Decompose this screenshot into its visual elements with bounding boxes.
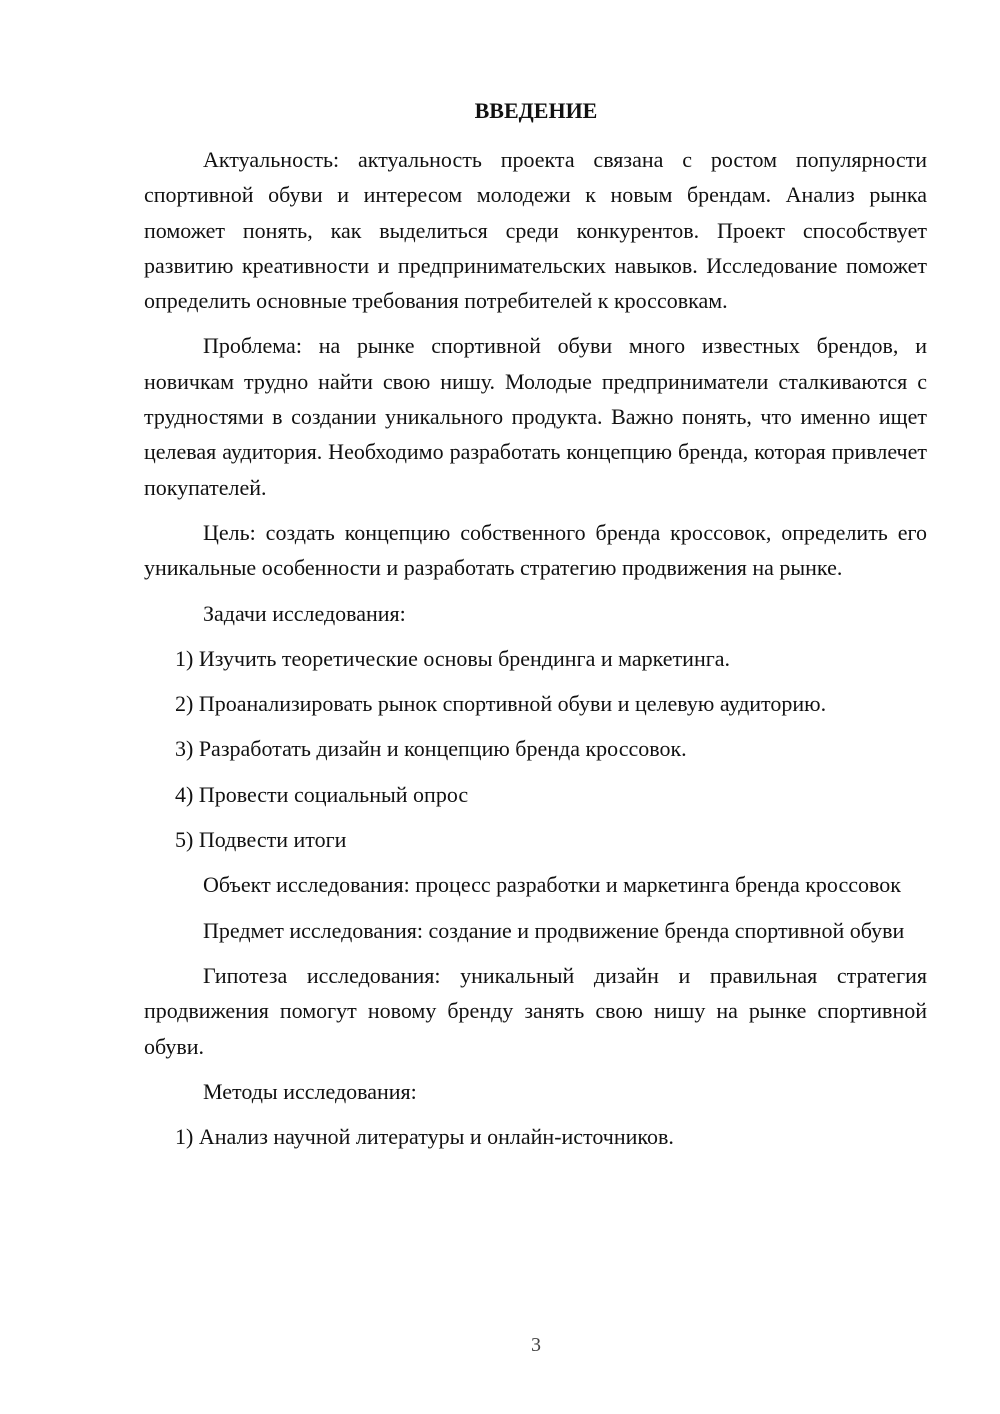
list-item: 2) Проанализировать рынок спортивной обуви и целевую аудиторию. bbox=[175, 691, 827, 717]
methods-list bbox=[144, 1119, 927, 1154]
methods-heading: Методы исследования: bbox=[203, 1078, 417, 1104]
problem-paragraph: Проблема: на рынке спортивной обуви много известных брендов, и новичкам трудно найти свою нишу. Молодые предприниматели сталкиваются с трудностями в создании уникального продукта. Важно понять, что именно ищет целевая аудитория. Необходимо разработать концепцию бренда, которая привлечет покупателей. bbox=[144, 333, 927, 500]
list-item: 1) Анализ научной литературы и онлайн-источников. bbox=[175, 1124, 674, 1150]
goal-paragraph: Цель: создать концепцию собственного бренда кроссовок, определить его уникальные особенности и разработать стратегию продвижения на рынке. bbox=[144, 519, 927, 581]
relevance-paragraph: Актуальность: актуальность проекта связана с ростом популярности спортивной обуви и интересом молодежи к новым брендам. Анализ рынка поможет понять, как выделиться среди конкурентов. Проект способствует развитию креативности и предпринимательских навыков. Исследование поможет определить основные требования потребителей к кроссовкам. bbox=[144, 147, 927, 314]
tasks-heading: Задачи исследования: bbox=[203, 600, 406, 626]
list-item: 5) Подвести итоги bbox=[175, 827, 347, 853]
list-item: 4) Провести социальный опрос bbox=[175, 781, 469, 807]
body-text bbox=[144, 142, 927, 1164]
list-item: 3) Разработать дизайн и концепцию бренда кроссовок. bbox=[175, 736, 687, 762]
list-item: 1) Изучить теоретические основы брендинга и маркетинга. bbox=[175, 645, 731, 671]
section-heading: ВВЕДЕНИЕ bbox=[474, 98, 598, 123]
subject-paragraph: Предмет исследования: создание и продвижение бренда спортивной обуви bbox=[203, 917, 905, 943]
hypothesis-paragraph: Гипотеза исследования: уникальный дизайн и правильная стратегия продвижения помогут новому бренду занять свою нишу на рынке спортивной обуви. bbox=[144, 962, 927, 1059]
object-paragraph: Объект исследования: процесс разработки и маркетинга бренда кроссовок bbox=[203, 872, 901, 898]
tasks-list bbox=[144, 641, 927, 857]
page-number: 3 bbox=[531, 1334, 541, 1356]
